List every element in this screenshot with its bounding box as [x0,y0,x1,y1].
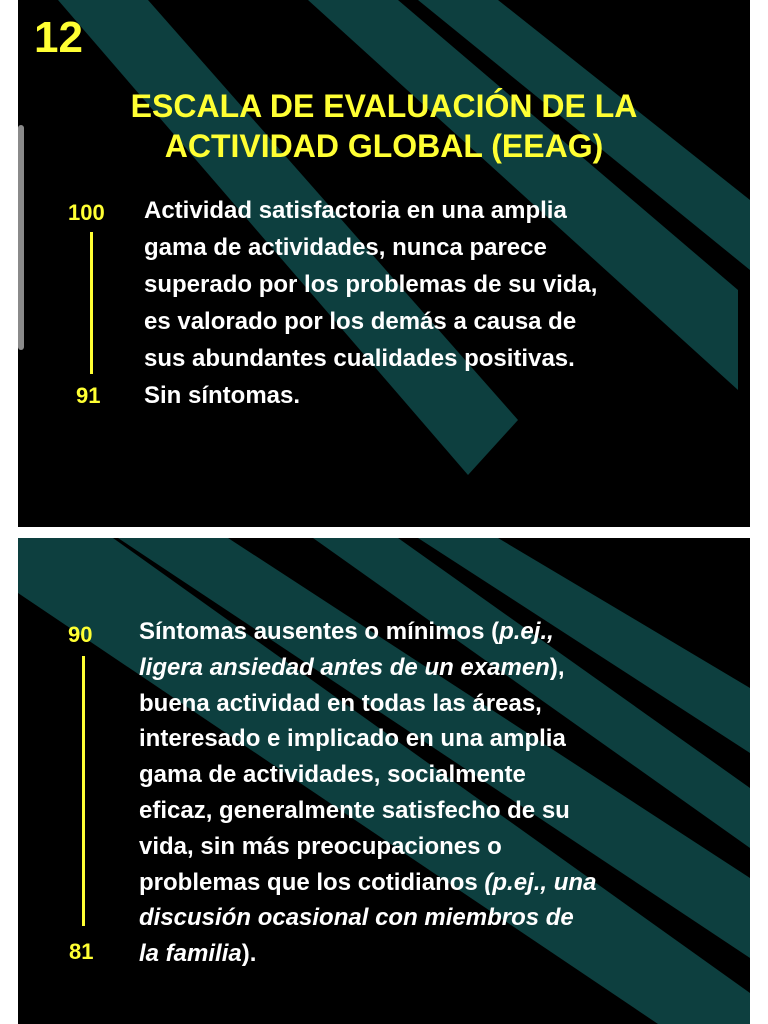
text-segment: buena actividad en todas las áreas, [139,689,542,717]
text-segment: gama de actividades, socialmente [139,761,526,789]
text-line-1 [144,192,597,229]
slide-2 [18,538,750,1024]
range-top-label: 100 [68,200,105,225]
text-line-9 [139,900,596,936]
italic-text: ligera ansiedad antes de un examen [139,653,550,681]
italic-text: (p.ej., una [484,868,597,896]
title-line-1: ESCALA DE EVALUACIÓN DE LA [130,88,638,124]
text-segment: ). [241,940,257,968]
range-top-label: 90 [68,622,93,647]
text-segment: sus abundantes cualidades positivas. [144,345,575,372]
range-line [82,656,85,926]
text-segment: Síntomas ausentes o mínimos ( [139,618,500,645]
text-line-6 [144,377,597,414]
text-line-10 [139,936,596,972]
slide-number: 12 [34,13,83,62]
text-line-3 [139,686,596,722]
text-line-6 [139,793,596,829]
text-segment: Actividad satisfactoria en una amplia [144,197,567,224]
text-line-7 [139,829,596,865]
text-line-4 [144,303,597,340]
slide-1 [18,0,750,527]
scrollbar[interactable] [18,125,24,350]
text-line-3 [144,266,597,303]
text-segment: ), [549,653,565,681]
text-segment: gama de actividades, nunca parece [144,234,547,261]
text-segment: problemas que los cotidianos [139,868,485,896]
text-segment: interesado e implicado en una amplia [139,725,566,753]
italic-text: p.ej., [499,618,554,645]
italic-text: la familia [139,940,242,968]
description [139,614,596,972]
text-segment: vida, sin más preocupaciones o [139,832,502,860]
range-bottom-label: 91 [76,383,101,408]
range-line [90,232,93,374]
title-line-2: ACTIVIDAD GLOBAL (EEAG) [164,128,604,164]
text-line-2 [139,650,596,686]
italic-text: discusión ocasional con miembros de [139,904,574,932]
text-line-2 [144,229,597,266]
text-line-8 [139,865,596,901]
text-line-4 [139,721,596,757]
description [144,192,597,414]
text-line-5 [139,757,596,793]
text-segment: es valorado por los demás a causa de [144,308,577,335]
text-segment: superado por los problemas de su vida, [144,271,598,298]
range-bottom-label: 81 [69,939,94,964]
page-title [18,86,750,166]
text-line-5 [144,340,597,377]
text-segment: Sin síntomas. [144,382,301,409]
text-segment: eficaz, generalmente satisfecho de su [139,796,570,824]
text-line-1 [139,614,596,650]
